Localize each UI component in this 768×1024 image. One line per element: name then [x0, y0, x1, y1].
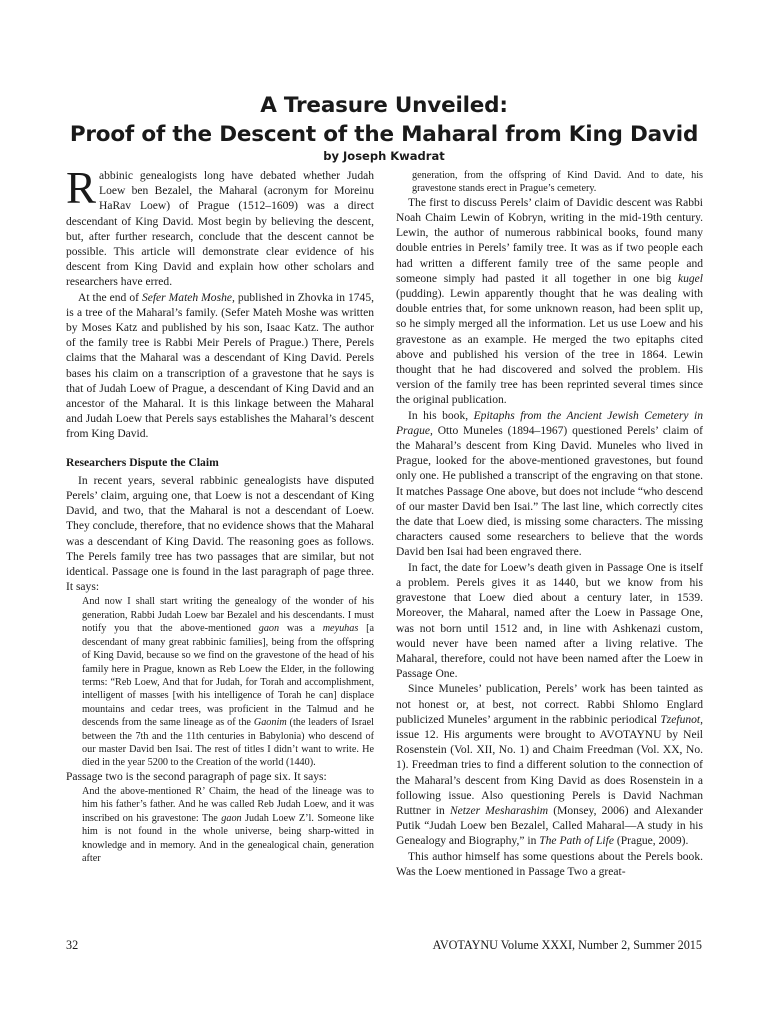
page-number: 32 — [66, 938, 79, 952]
paragraph: In recent years, several rabbinic genealogists have disputed Perels’ claim, arguing one, that Loew is not a descendant of King David, and two, that the Maharal is not a descendant of Loew. They conclude, therefore, that no evidence shows that the Maharal was a descendant of King David. The reasoning goes as follows. The Perels family tree has two passages that are similar, but not identical. Passage one is found in the last paragraph of page three. It says: — [66, 474, 374, 594]
paragraph: At the end of Sefer Mateh Moshe, published in Zhovka in 1745, is a tree of the Maharal’s family. (Sefer Mateh Moshe was written by Moses Katz and published by his son, Isaac Katz. The author of the family tree is Rabbi Meir Perels of Prague.) There, Perels claims that the Maharal was a descendant of King David. Perels bases his claim on a transcription of a gravestone that he says is that of Judah Loew of Prague, a descendant of King David and an ancestor of the Maharal. It is this linkage between the Maharal and Judah Loew that Perels says establishes the Maharal’s descent from King David. — [66, 291, 374, 441]
right-column — [396, 169, 703, 935]
intro-paragraph: Rabbinic genealogists long have debated whether Judah Loew ben Bezalel, the Maharal (acronym for Moreinu HaRav Loew) of Prague (1512–1609) was a direct descendant of King David. Most begin by believing the descent, but, after further research, conclude that the descent cannot be possible. This article will demonstrate clear evidence of his descent from King David and explain how other scholars and researchers have erred. — [66, 169, 374, 289]
paragraph: In his book, Epitaphs from the Ancient Jewish Cemetery in Prague, Otto Muneles (1894–1967) questioned Perels’ claim of the Maharal’s descent from King David. Muneles who lived in Prague, looked for the above-mentioned gravestones, but found only one. He published a transcript of the engraving on that stone. It matches Passage One above, but does not include “who descend of our master David ben Isai.” The last line, which correctly cites the date that Loew died, is missing some characters. The missing characters caused some researchers to believe that the words David ben Isai had been engraved there. — [396, 409, 703, 559]
passage-two-quote-continued: generation, from the offspring of Kind David. And to date, his gravestone stands erect in Prague’s cemetery. — [412, 170, 703, 195]
byline: by Joseph Kwadrat — [323, 149, 445, 163]
left-column — [66, 169, 374, 935]
paragraph: Since Muneles’ publication, Perels’ work has been tainted as not honest or, at best, not correct. Rabbi Shlomo Englard publicized Muneles’ argument in the rabbinic periodical Tzefunot, issue 12. His arguments were brought to AVOTAYNU by Neil Rosenstein (Vol. XII, No. 1) and Chaim Freedman (Vol. XX, No. 1). Freedman tries to find a different solution to the connection of the Maharal’s descent from King David as does Rosenstein in a following issue. Also questioning Perels is David Nachman Ruttner in Netzer Mesharashim (Monsey, 2006) and Alexander Putik “Judah Loew ben Bezalel, Called Maharal—A study in his Genealogy and Biography,” in The Path of Life (Prague, 2009). — [396, 683, 703, 848]
passage-one-quote: And now I shall start writing the genealogy of the wonder of his generation, Rabbi Judah Loew bar Bezalel and his descendants. I must notify you that the above-mentioned gaon was a meyuhas [a descendant of many great rabbinic families], being from the offspring of King David, because so we find on the gravestone of the head of his family here in Prague, known as Reb Loew the Elder, in the following terms: “Reb Loew, And that for Judah, for Torah and accomplishment, intelligent of masses [with his intelligence of Torah he can] displace mountains and cedar trees, was proficient in the Talmud and he descends from the same lineage as of the Gaonim (the leaders of Israel between the 7th and the 11th centuries in Babylonia) who descend of our master David ben Isai. The rest of titles I didn’t want to write. He died in the year 5200 to the Creation of the world (1440). — [82, 596, 374, 769]
passage-two-quote: And the above-mentioned R’ Chaim, the head of the lineage was to him his father’s father. And he was called Reb Judah Loew, and it was inscribed on his gravestone: The gaon Judah Loew Z’l. Someone like him is not found in the whole universe, being sharp-witted in knowledge and in memory. And in the genealogical chain, generation after — [82, 785, 374, 864]
section-heading: Researchers Dispute the Claim — [66, 455, 219, 469]
title-line-2: Proof of the Descent of the Maharal from King David — [69, 122, 699, 147]
paragraph: The first to discuss Perels’ claim of Davidic descent was Rabbi Noah Chaim Lewin of Kobryn, writing in the mid-19th century. Lewin, the author of numerous rabbinical books, found many double entries in Perels’ family tree. It was as if two people each had written a different family tree of the same people and someone simply had pasted it all together in one big kugel (pudding). Lewin apparently thought that he was dealing with double entries that, for some unknown reason, had been split up, so he simply merged all the information. Let us use Loew and his gravestone as an example. He merged the two epitaphs cited above and published his version of the tree in 1864. Lewin thought that he had discovered and solved the problem. His version of the family tree has been reprinted several times since the original publication. — [396, 196, 703, 407]
title-line-1: A Treasure Unveiled: — [260, 93, 508, 118]
drop-cap: R — [66, 169, 97, 213]
paragraph: In fact, the date for Loew’s death given in Passage One is itself a problem. Perels gives it as 1440, but we know from his gravestone that Loew died about a century later, in 1539. Moreover, the Maharal, named after the Loew in Passage One, was not born until 1512 and, in line with Ashkenazi custom, would never have been named after a living relative. The Maharal, therefore, could not have been named after the Loew in Passage One. — [396, 561, 703, 681]
paragraph: Passage two is the second paragraph of page six. It says: — [66, 770, 327, 783]
journal-footer: AVOTAYNU Volume XXXI, Number 2, Summer 2015 — [432, 938, 702, 952]
paragraph: This author himself has some questions about the Perels book. Was the Loew mentioned in Passage Two a great- — [396, 850, 703, 878]
